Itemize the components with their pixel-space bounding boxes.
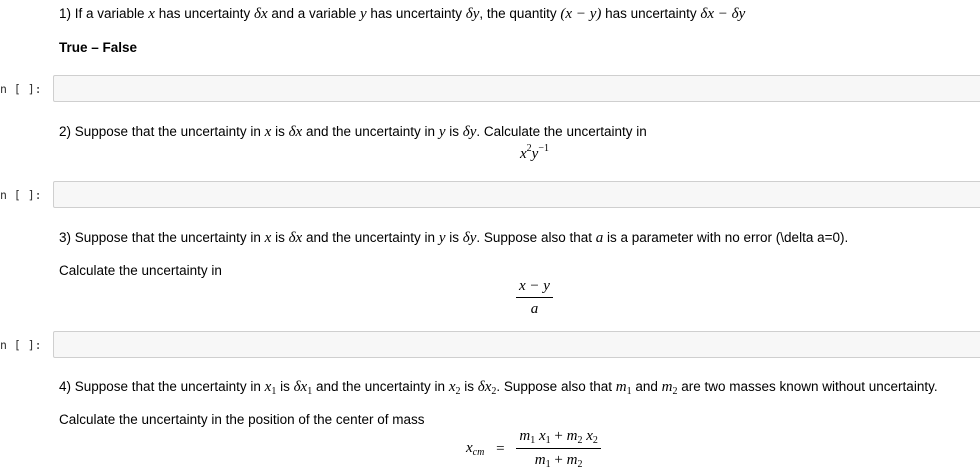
q3-text-e: . Suppose also that	[476, 230, 596, 245]
q4-dx2-base: δx	[477, 379, 492, 395]
q2-text-a: 2) Suppose that the uncertainty in	[59, 124, 265, 139]
q2-expr-x-exp: 2	[526, 143, 532, 154]
q4-x1	[265, 379, 277, 395]
cell-1-prompt: n [ ]:	[0, 82, 42, 96]
q1-quantity: (x − y)	[560, 6, 602, 22]
code-cell-2-input[interactable]	[53, 181, 980, 208]
q4-den-m2: m	[566, 452, 578, 468]
q4-xcm	[466, 440, 484, 456]
q1-var-x: x	[148, 6, 155, 22]
q2-expression	[520, 143, 549, 163]
q4-m2	[662, 379, 678, 395]
q4-dx1	[294, 379, 313, 395]
q2-dx: δx	[288, 124, 303, 140]
q1-dy: δy	[465, 6, 480, 22]
cell-2-prompt: n [ ]:	[0, 188, 42, 202]
q1-dx: δx	[254, 6, 268, 22]
q4-num-x2: x	[586, 428, 593, 444]
q4-dx1-base: δx	[293, 379, 308, 395]
q4-dx2	[478, 379, 497, 395]
q4-num-m1: m	[519, 428, 531, 444]
q4-num-m1-sub: 1	[530, 435, 536, 446]
q4-xcm-sub: cm	[472, 447, 485, 458]
q2-text-b: is	[271, 124, 289, 139]
q3-text-b: is	[271, 230, 289, 245]
q4-num-x1: x	[538, 428, 546, 444]
q4-x1-sub: 1	[271, 386, 277, 397]
q1-text-d: has uncertainty	[366, 6, 466, 21]
q4-text-a: 4) Suppose that the uncertainty in	[59, 379, 265, 394]
q4-text-b: is	[276, 379, 294, 394]
q3-var-y: y	[438, 230, 446, 246]
q1-text-f: has uncertainty	[601, 6, 701, 21]
question-1-text	[59, 6, 745, 23]
q1-text-b: has uncertainty	[154, 6, 255, 21]
q3-frac-denominator: a	[530, 301, 539, 317]
q4-frac-denominator	[516, 449, 601, 470]
q4-m1	[616, 379, 632, 395]
q4-num-m2: m	[566, 428, 578, 444]
q4-m1-base: m	[615, 379, 627, 395]
code-cell-3-input[interactable]	[53, 331, 980, 358]
q4-text-e: . Suppose also that	[496, 379, 616, 394]
q4-m1-sub: 1	[626, 386, 632, 397]
q4-num-x2-sub: 2	[592, 435, 598, 446]
q3-text-a: 3) Suppose that the uncertainty in	[59, 230, 265, 245]
q2-expr-x: x	[520, 146, 527, 162]
q4-dx1-sub: 1	[307, 386, 313, 397]
q4-m2-sub: 2	[672, 386, 678, 397]
q4-den-m1-sub: 1	[545, 459, 551, 470]
q2-text-d: is	[445, 124, 463, 139]
q1-answer: True – False	[59, 40, 138, 55]
q2-dy: δy	[462, 124, 477, 140]
q4-num-x1-sub: 1	[545, 435, 551, 446]
q2-var-y: y	[438, 124, 446, 140]
code-cell-1-input[interactable]	[53, 75, 980, 102]
q3-text-d: is	[445, 230, 463, 245]
q2-expr-y-exp: −1	[538, 143, 549, 154]
q1-result: δx − δy	[700, 6, 746, 22]
q4-m2-base: m	[661, 379, 673, 395]
question-2-text	[59, 124, 647, 141]
q4-den-plus: +	[554, 452, 563, 468]
q2-expr-y: y	[531, 146, 539, 162]
q4-num-plus: +	[554, 428, 563, 444]
q3-text-c: and the uncertainty in	[302, 230, 439, 245]
q3-text-f: is a parameter with no error (\delta a=0).	[603, 230, 849, 245]
q1-text-e: , the quantity	[479, 6, 561, 21]
q4-equals: =	[496, 440, 505, 457]
cell-3-prompt: n [ ]:	[0, 338, 42, 352]
q3-var-a: a	[595, 230, 604, 246]
q1-text-c: and a variable	[267, 6, 360, 21]
q2-var-x: x	[264, 124, 272, 140]
q4-frac-numerator	[516, 428, 601, 449]
q4-x2-sub: 2	[455, 386, 461, 397]
q4-text-d: is	[460, 379, 478, 394]
q3-fraction	[516, 278, 553, 318]
q4-xcm-base: x	[466, 440, 473, 456]
q4-text-f: and	[631, 379, 662, 394]
q4-center-of-mass-equation	[466, 428, 601, 470]
question-4-text	[59, 379, 938, 397]
q2-text-c: and the uncertainty in	[302, 124, 439, 139]
q4-text-g: are two masses known without uncertainty.	[677, 379, 938, 394]
q3-dx: δx	[288, 230, 303, 246]
q1-text-a: 1) If a variable	[59, 6, 149, 21]
q4-x2-base: x	[448, 379, 456, 395]
q3-dy: δy	[462, 230, 477, 246]
q4-text-c: and the uncertainty in	[312, 379, 449, 394]
q4-den-m2-sub: 2	[577, 459, 583, 470]
q4-num-m2-sub: 2	[577, 435, 583, 446]
q4-x1-base: x	[264, 379, 272, 395]
q4-calc-text: Calculate the uncertainty in the position of the center of mass	[59, 412, 425, 427]
question-3-text	[59, 230, 848, 247]
q3-var-x: x	[264, 230, 272, 246]
q1-var-y: y	[359, 6, 367, 22]
q4-x2	[449, 379, 461, 395]
q3-frac-numerator: x − y	[516, 278, 553, 298]
q2-text-e: . Calculate the uncertainty in	[476, 124, 647, 139]
q4-dx2-sub: 2	[491, 386, 497, 397]
q3-calc-text: Calculate the uncertainty in	[59, 263, 222, 278]
q4-den-m1: m	[534, 452, 546, 468]
